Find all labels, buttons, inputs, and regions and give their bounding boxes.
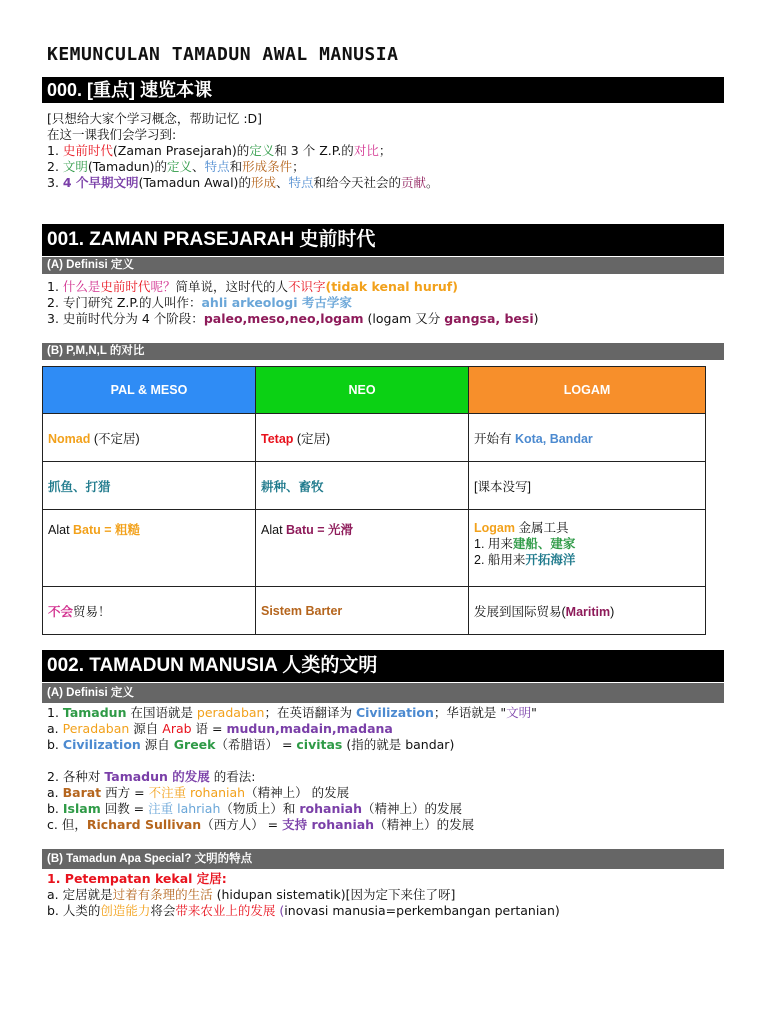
table-cell: Logam 金属工具 1. 用来建船、建家 2. 船用来开拓海洋 [469, 510, 706, 587]
definisi-line-2: 2. 专门研究 Z.P.的人叫作：ahli arkeologi 考古学家 [47, 295, 352, 310]
comparison-table [42, 366, 706, 635]
table-row [43, 414, 706, 462]
table-cell: Alat Batu = 光滑 [256, 510, 469, 587]
section-heading-000: 000. [重点] 速览本课 [42, 77, 724, 103]
table-cell: 抓鱼、打猎 [43, 462, 256, 510]
table-cell: 耕种、畜牧 [256, 462, 469, 510]
table-cell: Alat Batu = 粗糙 [43, 510, 256, 587]
feature-line-b: b. 人类的创造能力将会带来农业上的发展 (inovasi manusia=perkembangan pertanian) [47, 903, 560, 918]
page-title: KEMUNCULAN TAMADUN AWAL MANUSIA [47, 44, 399, 65]
subheading-pmnl: (B) P,M,N,L 的对比 [42, 343, 724, 360]
views-line-3: c. 但，Richard Sullivan（西方人） = 支持 rohaniah（精神上）的发展 [47, 817, 475, 832]
table-header-row [43, 367, 706, 414]
table-cell: [课本没写] [469, 462, 706, 510]
feature-line-a: a. 定居就是过着有条理的生活 (hidupan sistematik)[因为定下来住了呀] [47, 887, 456, 902]
table-cell: 开始有 Kota, Bandar [469, 414, 706, 462]
subheading-definisi: (A) Definisi 定义 [42, 257, 724, 274]
table-header-pal-meso: PAL & MESO [43, 367, 256, 414]
views-line-1: a. Barat 西方 = 不注重 rohaniah（精神上） 的发展 [47, 785, 350, 800]
feature-heading-1: 1. Petempatan kekal 定居: [47, 871, 227, 886]
tamadun-def-line-1: 1. Tamadun 在国语就是 peradaban；在英语翻译为 Civilization；华语就是 "文明" [47, 705, 537, 720]
section-heading-001: 001. ZAMAN PRASEJARAH 史前时代 [42, 224, 724, 256]
table-row [43, 462, 706, 510]
tamadun-def-line-2: a. Peradaban 源自 Arab 语 = mudun,madain,madana [47, 721, 393, 736]
table-row [43, 587, 706, 635]
intro-line-2: 在这一课我们会学习到: [47, 127, 177, 142]
table-cell: Sistem Barter [256, 587, 469, 635]
tamadun-def-line-3: b. Civilization 源自 Greek（希腊语） = civitas (指的就是 bandar) [47, 737, 455, 752]
table-cell: Tetap (定居) [256, 414, 469, 462]
subheading-special: (B) Tamadun Apa Special? 文明的特点 [42, 849, 724, 869]
views-line-0: 2. 各种对 Tamadun 的发展 的看法: [47, 769, 256, 784]
section-heading-002: 002. TAMADUN MANUSIA 人类的文明 [42, 650, 724, 682]
table-header-logam: LOGAM [469, 367, 706, 414]
definisi-line-1: 1. 什么是史前时代呢？简单说，这时代的人不识字(tidak kenal huruf) [47, 279, 458, 294]
table-row [43, 510, 706, 587]
table-cell: 发展到国际贸易(Maritim) [469, 587, 706, 635]
overview-item-2: 2. 文明(Tamadun)的定义、特点和形成条件； [47, 159, 305, 174]
definisi-line-3: 3. 史前时代分为 4 个阶段：paleo,meso,neo,logam (logam 又分 gangsa, besi) [47, 311, 539, 326]
table-cell: Nomad (不定居) [43, 414, 256, 462]
table-cell: 不会贸易！ [43, 587, 256, 635]
overview-item-1: 1. 史前时代(Zaman Prasejarah)的定义和 3 个 Z.P.的对比； [47, 143, 392, 158]
subheading-definisi-tamadun: (A) Definisi 定义 [42, 683, 724, 703]
intro-line-1: [只想给大家个学习概念，帮助记忆 :D] [47, 111, 263, 126]
table-header-neo: NEO [256, 367, 469, 414]
views-line-2: b. Islam 回教 = 注重 lahriah（物质上）和 rohaniah（精神上）的发展 [47, 801, 462, 816]
overview-item-3: 3. 4 个早期文明(Tamadun Awal)的形成、特点和给今天社会的贡献。 [47, 175, 439, 190]
